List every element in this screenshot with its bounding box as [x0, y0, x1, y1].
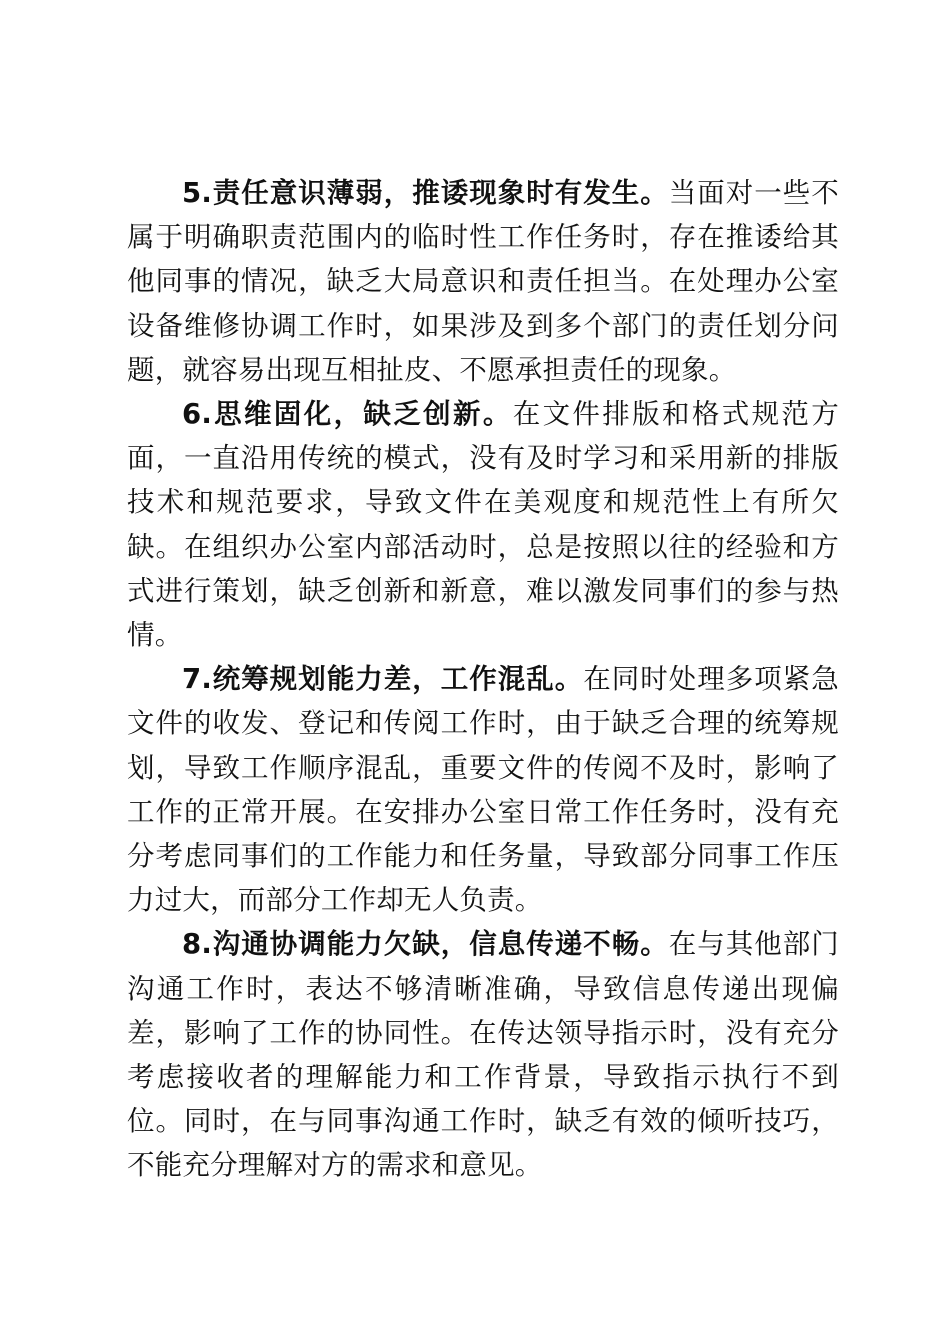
paragraph-6-body: 在文件排版和格式规范方面，一直沿用传统的模式，没有及时学习和采用新的排版技术和规范要求，导致文件在美观度和规范性上有所欠缺。在组织办公室内部活动时，总是按照以往的经验和方式进行策划，缺乏创新和新意，难以激发同事们的参与热情。: [127, 398, 839, 652]
document-page: [127, 171, 839, 1188]
paragraph-8: [127, 922, 839, 1187]
paragraph-5-heading: 5.责任意识薄弱，推诿现象时有发生。: [182, 177, 669, 209]
paragraph-8-body: 在与其他部门沟通工作时，表达不够清晰准确，导致信息传递出现偏差，影响了工作的协同性。在传达领导指示时，没有充分考虑接收者的理解能力和工作背景，导致指示执行不到位。同时，在与同事沟通工作时，缺乏有效的倾听技巧，不能充分理解对方的需求和意见。: [127, 928, 839, 1182]
paragraph-6-heading: 6.思维固化，缺乏创新。: [182, 398, 513, 431]
paragraph-5-body: 当面对一些不属于明确职责范围内的临时性工作任务时，存在推诿给其他同事的情况，缺乏大局意识和责任担当。在处理办公室设备维修协调工作时，如果涉及到多个部门的责任划分问题，就容易出现互相扯皮、不愿承担责任的现象。: [127, 177, 839, 386]
paragraph-7: [127, 657, 839, 922]
paragraph-6: [127, 392, 839, 657]
paragraph-7-body: 在同时处理多项紧急文件的收发、登记和传阅工作时，由于缺乏合理的统筹规划，导致工作顺序混乱，重要文件的传阅不及时，影响了工作的正常开展。在安排办公室日常工作任务时，没有充分考虑同事们的工作能力和任务量，导致部分同事工作压力过大，而部分工作却无人负责。: [127, 663, 839, 917]
paragraph-7-heading: 7.统筹规划能力差，工作混乱。: [182, 663, 584, 696]
paragraph-5: [127, 171, 839, 392]
paragraph-8-heading: 8.沟通协调能力欠缺，信息传递不畅。: [182, 928, 669, 961]
